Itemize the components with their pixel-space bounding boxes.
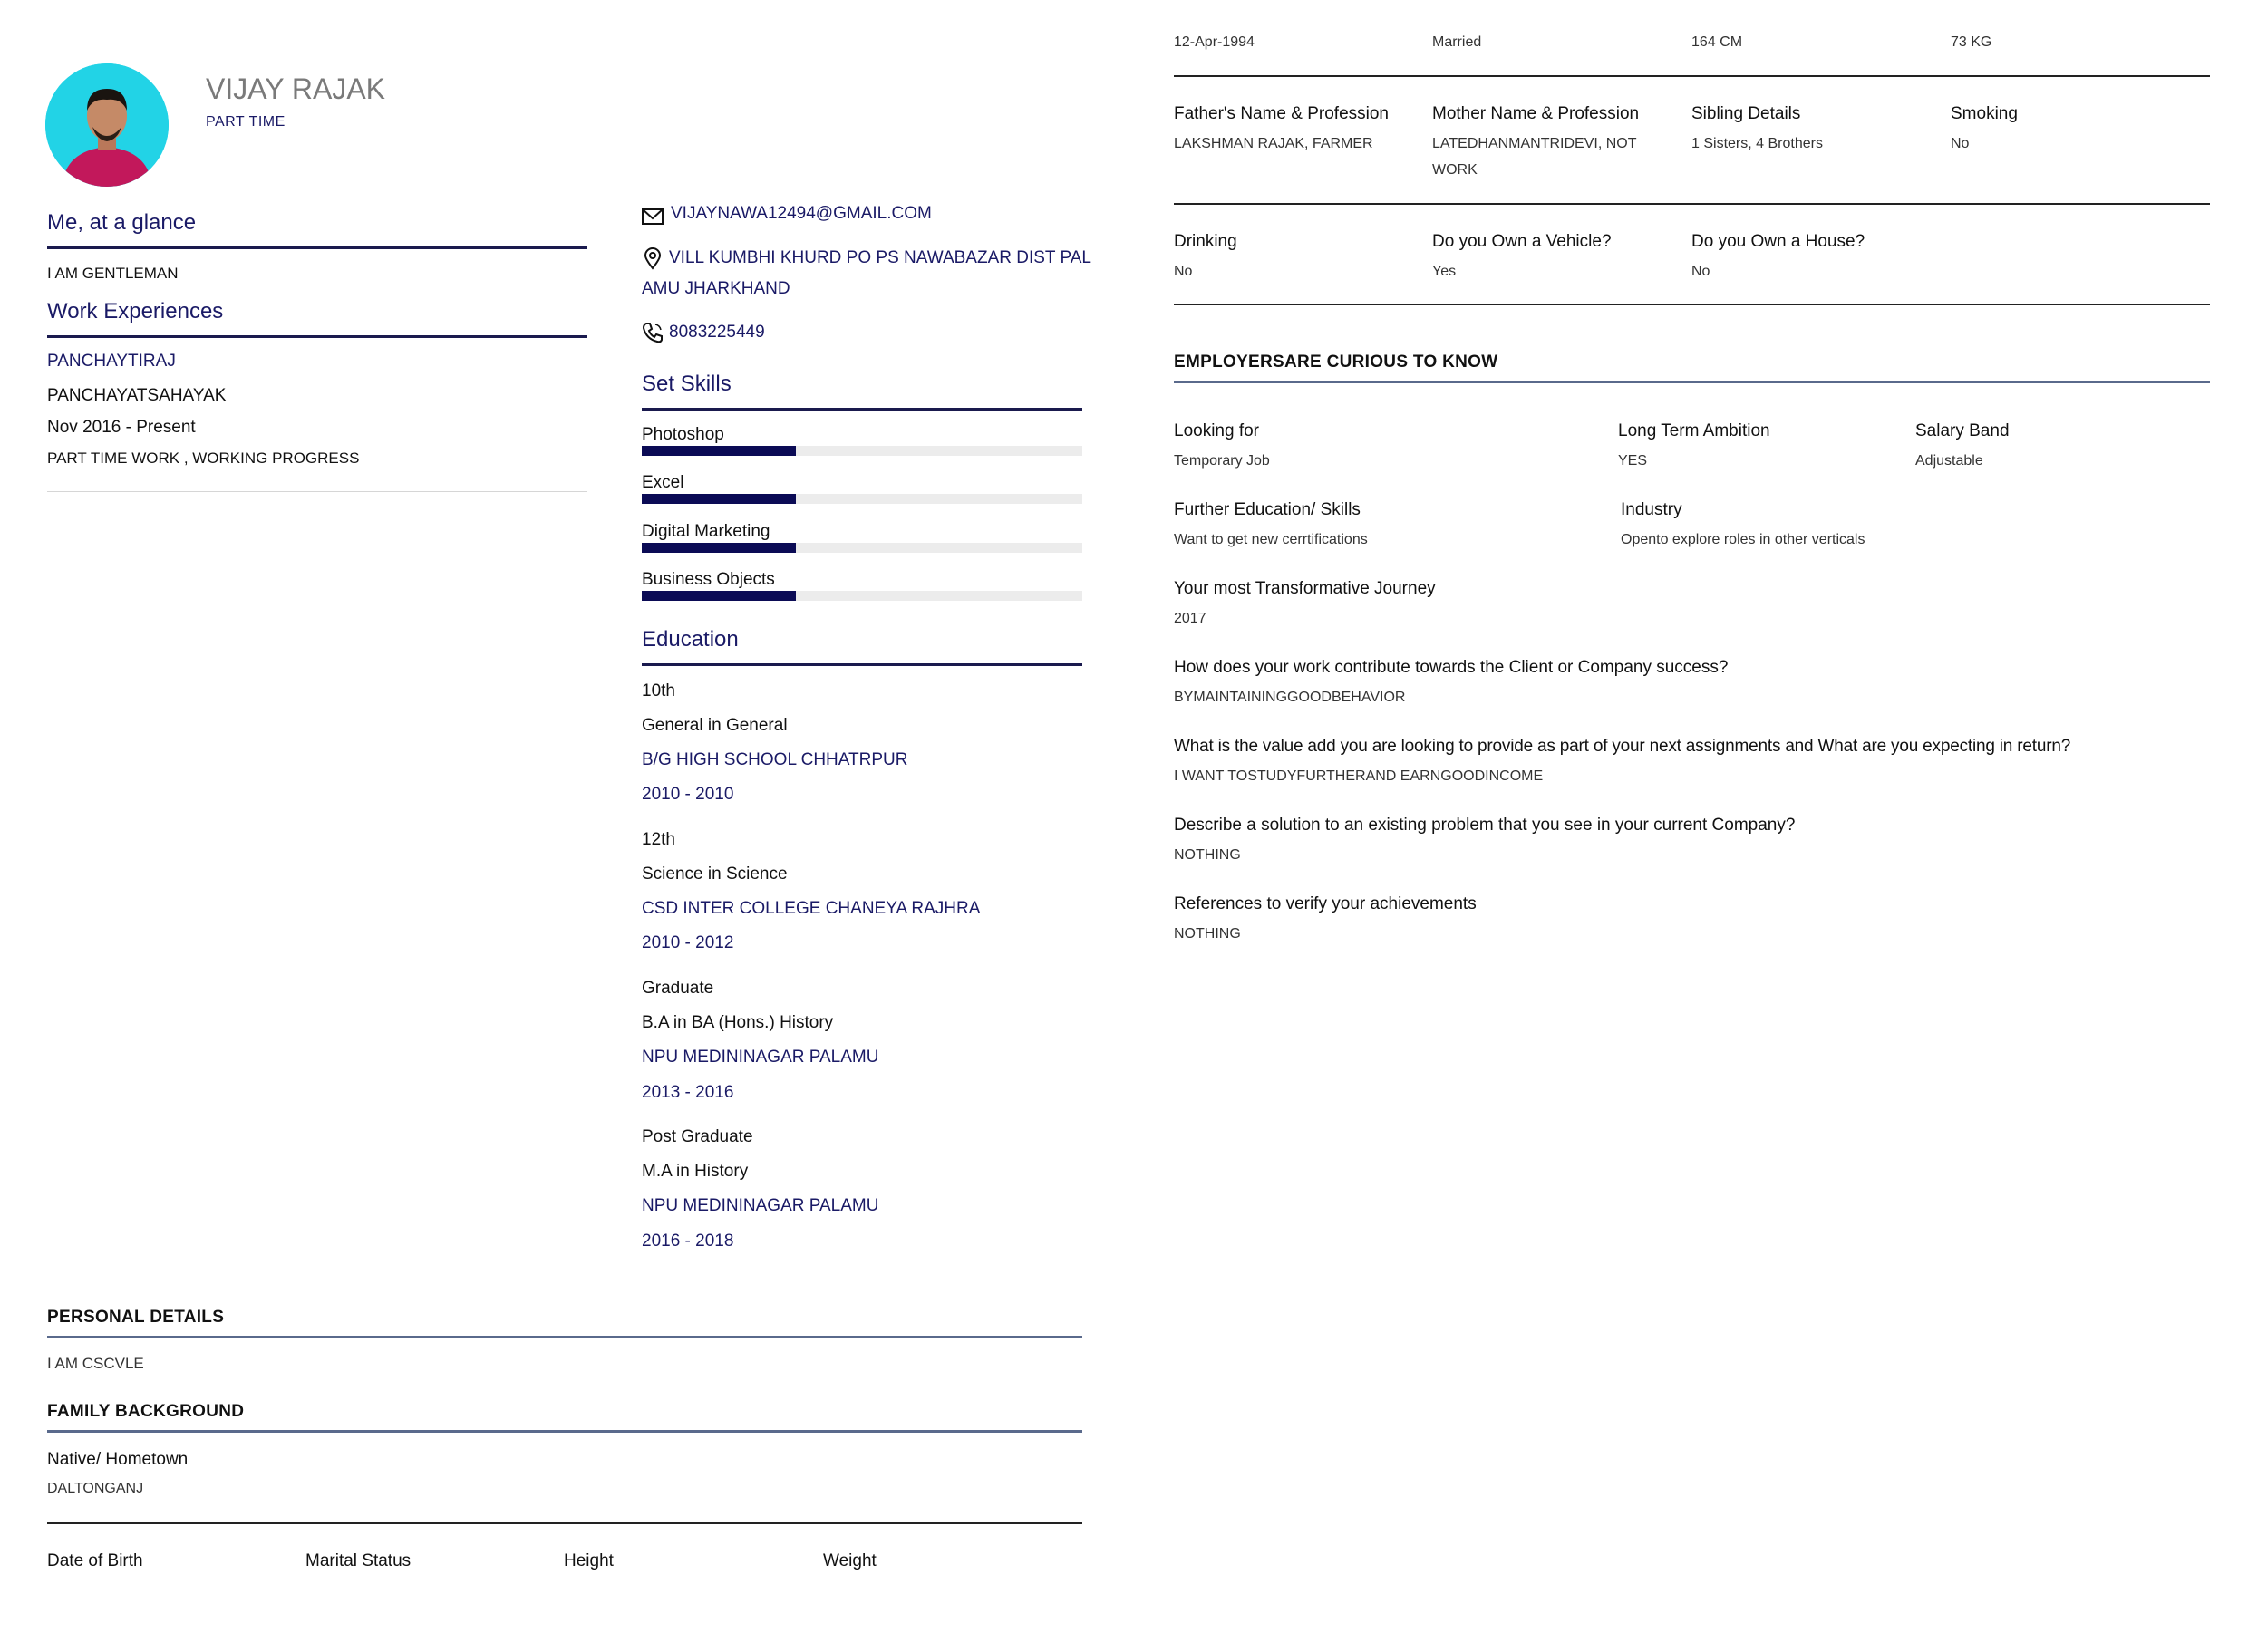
- solution-value: NOTHING: [1174, 847, 1241, 863]
- work-title: Work Experiences: [47, 299, 224, 324]
- skill-name: Excel: [642, 473, 684, 492]
- education-degree: M.A in History: [642, 1162, 749, 1181]
- sibling-value: 1 Sisters, 4 Brothers: [1691, 136, 1823, 151]
- contribute-value: BYMAINTAININGGOODBEHAVIOR: [1174, 690, 1406, 705]
- envelope-icon: [641, 205, 664, 228]
- value-add-value: I WANT TOSTUDYFURTHERAND EARNGOODINCOME: [1174, 768, 1544, 784]
- candidate-name: VIJAY RAJAK: [206, 72, 385, 105]
- family-divider: [47, 1430, 1082, 1433]
- education-years: 2016 - 2018: [642, 1232, 734, 1251]
- person-photo-icon: [45, 63, 169, 187]
- dob-value: 12-Apr-1994: [1174, 34, 1255, 50]
- mother-value-line1: LATEDHANMANTRIDEVI, NOT: [1432, 136, 1637, 151]
- vehicle-value: Yes: [1432, 264, 1457, 279]
- education-years: 2010 - 2012: [642, 933, 734, 952]
- sibling-label: Sibling Details: [1691, 104, 1801, 123]
- work-role: PANCHAYATSAHAYAK: [47, 386, 227, 405]
- education-level: 12th: [642, 830, 675, 849]
- skills-divider: [642, 408, 1082, 411]
- contribute-label: How does your work contribute towards the Client or Company success?: [1174, 658, 1729, 677]
- skill-bar: [642, 446, 1082, 456]
- education-school: CSD INTER COLLEGE CHANEYA RAJHRA: [642, 899, 981, 918]
- value-add-label: What is the value add you are looking to provide as part of your next assignments and What are you expecting in return?: [1174, 737, 2071, 756]
- education-school: NPU MEDININAGAR PALAMU: [642, 1196, 879, 1215]
- contact-address-line2: AMU JHARKHAND: [642, 279, 790, 298]
- personal-title: PERSONAL DETAILS: [47, 1308, 225, 1327]
- habits-divider: [1174, 304, 2210, 305]
- glance-text: I AM GENTLEMAN: [47, 265, 179, 282]
- salary-label: Salary Band: [1915, 421, 2010, 440]
- height-value: 164 CM: [1691, 34, 1743, 50]
- skill-name: Digital Marketing: [642, 522, 770, 541]
- native-value: DALTONGANJ: [47, 1481, 144, 1496]
- journey-value: 2017: [1174, 611, 1206, 626]
- further-label: Further Education/ Skills: [1174, 500, 1361, 519]
- avatar: [45, 63, 169, 187]
- skill-bar-fill: [642, 446, 796, 456]
- skills-title: Set Skills: [642, 372, 732, 396]
- weight-value: 73 KG: [1951, 34, 1992, 50]
- ambition-label: Long Term Ambition: [1618, 421, 1770, 440]
- education-divider: [642, 663, 1082, 666]
- marital-value: Married: [1432, 34, 1482, 50]
- skill-bar-fill: [642, 494, 796, 504]
- education-years: 2010 - 2010: [642, 785, 734, 804]
- mother-value-line2: WORK: [1432, 162, 1478, 178]
- references-value: NOTHING: [1174, 926, 1241, 942]
- location-pin-icon: [641, 246, 664, 270]
- journey-label: Your most Transformative Journey: [1174, 579, 1436, 598]
- dob-label: Date of Birth: [47, 1551, 143, 1570]
- marital-label: Marital Status: [305, 1551, 412, 1570]
- education-level: Graduate: [642, 979, 714, 998]
- smoking-label: Smoking: [1951, 104, 2018, 123]
- native-divider: [47, 1522, 1082, 1524]
- education-degree: B.A in BA (Hons.) History: [642, 1013, 834, 1032]
- personal-text: I AM CSCVLE: [47, 1355, 144, 1372]
- education-level: Post Graduate: [642, 1127, 753, 1146]
- industry-label: Industry: [1621, 500, 1682, 519]
- education-degree: General in General: [642, 716, 788, 735]
- employers-divider: [1174, 381, 2210, 383]
- skill-bar-fill: [642, 591, 796, 601]
- family-title: FAMILY BACKGROUND: [47, 1402, 245, 1421]
- skill-bar: [642, 543, 1082, 553]
- education-degree: Science in Science: [642, 865, 788, 884]
- salary-value: Adjustable: [1915, 453, 1983, 469]
- work-description: PART TIME WORK , WORKING PROGRESS: [47, 449, 360, 467]
- work-company: PANCHAYTIRAJ: [47, 352, 176, 371]
- looking-value: Temporary Job: [1174, 453, 1270, 469]
- industry-value: Opento explore roles in other verticals: [1621, 532, 1865, 547]
- looking-label: Looking for: [1174, 421, 1260, 440]
- skill-bar-fill: [642, 543, 796, 553]
- mother-label: Mother Name & Profession: [1432, 104, 1640, 123]
- skill-name: Photoshop: [642, 425, 724, 444]
- father-label: Father's Name & Profession: [1174, 104, 1389, 123]
- glance-divider: [47, 246, 587, 249]
- education-level: 10th: [642, 681, 675, 700]
- vehicle-label: Do you Own a Vehicle?: [1432, 232, 1612, 251]
- work-period: Nov 2016 - Present: [47, 418, 196, 437]
- education-school: NPU MEDININAGAR PALAMU: [642, 1048, 879, 1067]
- work-end-divider: [47, 491, 587, 492]
- height-label: Height: [564, 1551, 614, 1570]
- education-title: Education: [642, 627, 739, 652]
- contact-email[interactable]: VIJAYNAWA12494@GMAIL.COM: [671, 204, 932, 223]
- employers-title: EMPLOYERSARE CURIOUS TO KNOW: [1174, 353, 1498, 372]
- vitals-divider: [1174, 75, 2210, 77]
- personal-divider: [47, 1336, 1082, 1338]
- drinking-value: No: [1174, 264, 1193, 279]
- references-label: References to verify your achievements: [1174, 894, 1477, 913]
- smoking-value: No: [1951, 136, 1970, 151]
- contact-phone[interactable]: 8083225449: [669, 323, 765, 342]
- house-label: Do you Own a House?: [1691, 232, 1865, 251]
- solution-label: Describe a solution to an existing problem that you see in your current Company?: [1174, 816, 1796, 835]
- work-divider: [47, 335, 587, 338]
- education-school: B/G HIGH SCHOOL CHHATRPUR: [642, 750, 908, 769]
- relatives-divider: [1174, 203, 2210, 205]
- father-value: LAKSHMAN RAJAK, FARMER: [1174, 136, 1373, 151]
- phone-icon: [641, 321, 664, 344]
- house-value: No: [1691, 264, 1710, 279]
- skill-bar: [642, 591, 1082, 601]
- skill-bar: [642, 494, 1082, 504]
- education-years: 2013 - 2016: [642, 1083, 734, 1102]
- ambition-value: YES: [1618, 453, 1648, 469]
- weight-label: Weight: [823, 1551, 877, 1570]
- further-value: Want to get new cerrtifications: [1174, 532, 1368, 547]
- drinking-label: Drinking: [1174, 232, 1237, 251]
- job-type: PART TIME: [206, 114, 286, 130]
- skill-name: Business Objects: [642, 570, 775, 589]
- native-label: Native/ Hometown: [47, 1450, 189, 1469]
- glance-title: Me, at a glance: [47, 210, 197, 235]
- contact-address-line1: VILL KUMBHI KHURD PO PS NAWABAZAR DIST PAL: [669, 248, 1091, 267]
